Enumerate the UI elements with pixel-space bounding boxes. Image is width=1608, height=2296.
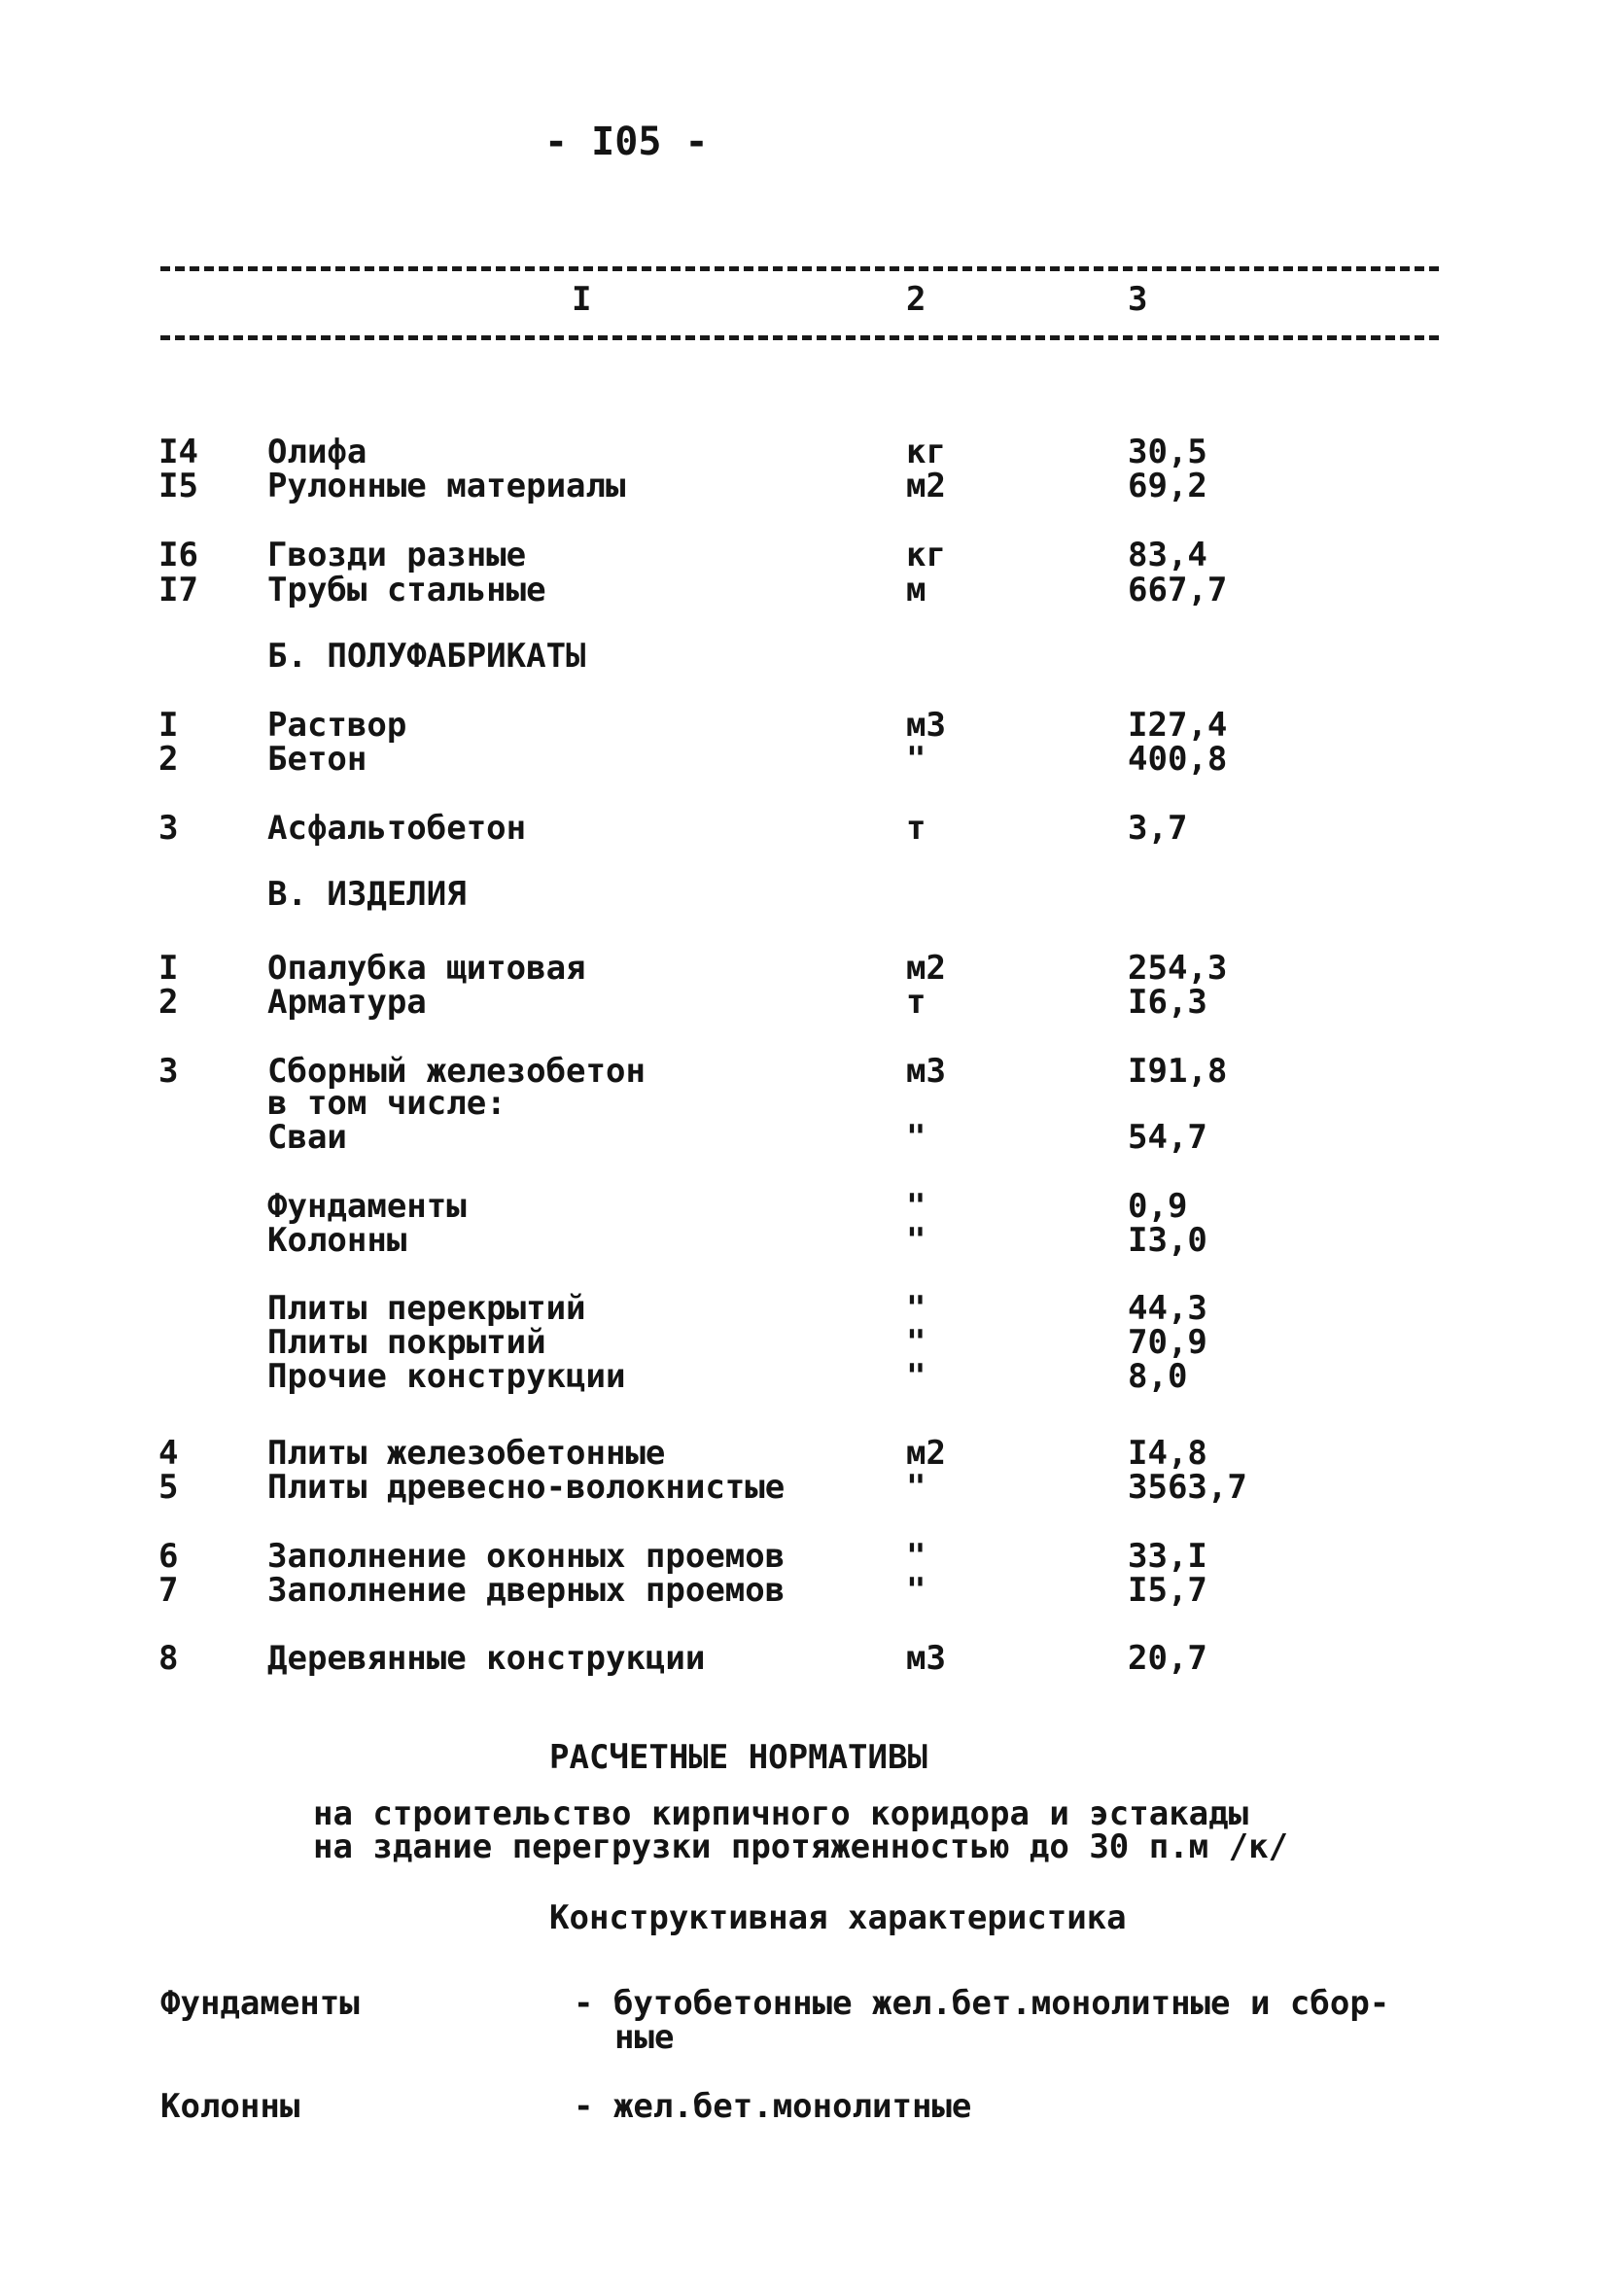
row-value: 3563,7	[1128, 1468, 1247, 1507]
row-name: Опалубка щитовая	[267, 949, 586, 988]
header-rule-top	[160, 266, 1439, 271]
row-value: 83,4	[1128, 536, 1207, 574]
row-unit: кг	[906, 536, 946, 574]
row-value: 44,3	[1128, 1289, 1207, 1328]
row-name: Деревянные конструкции	[267, 1639, 706, 1678]
row-number: 3	[158, 809, 179, 848]
row-name: Раствор	[267, 706, 407, 745]
header-col-1: I	[572, 280, 592, 319]
row-number: 6	[158, 1537, 179, 1576]
characteristic-value: - жел.бет.монолитные	[574, 2087, 972, 2126]
row-number: 4	[158, 1434, 179, 1473]
section-heading-semi-finished: Б. ПОЛУФАБРИКАТЫ	[267, 637, 586, 676]
row-unit: "	[906, 1357, 926, 1396]
row-unit: м2	[906, 467, 946, 505]
row-name: Заполнение оконных проемов	[267, 1537, 786, 1576]
row-value: I27,4	[1128, 706, 1228, 745]
row-unit: т	[906, 809, 926, 848]
row-number: 3	[158, 1052, 179, 1091]
row-unit: кг	[906, 433, 946, 471]
characteristic-label: Фундаменты	[160, 1984, 360, 2023]
row-number: I	[158, 949, 179, 988]
section-title: РАСЧЕТНЫЕ НОРМАТИВЫ	[549, 1738, 927, 1777]
section-heading: Конструктивная характеристика	[549, 1898, 1127, 1937]
page-number: - I05 -	[544, 120, 709, 164]
row-name: Арматура	[267, 983, 427, 1022]
row-name: Заполнение дверных проемов	[267, 1571, 786, 1610]
row-unit: м3	[906, 1052, 946, 1091]
characteristic-value-continued: ные	[614, 2018, 675, 2057]
row-unit: "	[906, 1221, 926, 1260]
row-name: Рулонные материалы	[267, 467, 626, 505]
header-col-3: 3	[1128, 280, 1148, 319]
row-number: I5	[158, 467, 198, 505]
row-unit: "	[906, 1289, 926, 1328]
row-value: I6,3	[1128, 983, 1207, 1022]
row-value: I5,7	[1128, 1571, 1207, 1610]
row-unit: "	[906, 740, 926, 779]
row-value: 667,7	[1128, 571, 1228, 609]
section-heading-products: В. ИЗДЕЛИЯ	[267, 875, 467, 914]
row-value: 33,I	[1128, 1537, 1207, 1576]
row-value: 254,3	[1128, 949, 1228, 988]
row-name: Бетон	[267, 740, 367, 779]
row-name: Плиты железобетонные	[267, 1434, 666, 1473]
row-unit: "	[906, 1468, 926, 1507]
row-name: Фундаменты	[267, 1187, 467, 1226]
row-value: I3,0	[1128, 1221, 1207, 1260]
row-number: 8	[158, 1639, 179, 1678]
characteristic-label: Колонны	[160, 2087, 300, 2126]
row-name: в том числе:	[267, 1084, 507, 1123]
row-value: 20,7	[1128, 1639, 1207, 1678]
row-unit: т	[906, 983, 926, 1022]
row-name: Плиты перекрытий	[267, 1289, 586, 1328]
row-value: 30,5	[1128, 433, 1207, 471]
row-number: I7	[158, 571, 198, 609]
row-name: Колонны	[267, 1221, 407, 1260]
row-value: 0,9	[1128, 1187, 1188, 1226]
row-name: Плиты покрытий	[267, 1323, 546, 1362]
section-subtitle-line-2: на здание перегрузки протяженностью до 30 п.м /к/	[313, 1827, 1289, 1866]
row-name: Асфальтобетон	[267, 809, 527, 848]
row-unit: "	[906, 1187, 926, 1226]
row-name: Гвозди разные	[267, 536, 527, 574]
row-name: Прочие конструкции	[267, 1357, 626, 1396]
row-name: Трубы стальные	[267, 571, 546, 609]
row-unit: "	[906, 1537, 926, 1576]
row-unit: "	[906, 1323, 926, 1362]
header-rule-bottom	[160, 335, 1439, 340]
row-number: I4	[158, 433, 198, 471]
row-number: 2	[158, 740, 179, 779]
row-value: I4,8	[1128, 1434, 1207, 1473]
row-value: 69,2	[1128, 467, 1207, 505]
row-number: 5	[158, 1468, 179, 1507]
row-value: 70,9	[1128, 1323, 1207, 1362]
row-name: Плиты древесно-волокнистые	[267, 1468, 786, 1507]
row-number: I	[158, 706, 179, 745]
row-name: Сборный железобетон	[267, 1052, 646, 1091]
row-unit: м2	[906, 949, 946, 988]
row-unit: м3	[906, 706, 946, 745]
row-value: 3,7	[1128, 809, 1188, 848]
row-value: 400,8	[1128, 740, 1228, 779]
row-number: 2	[158, 983, 179, 1022]
row-unit: м	[906, 571, 926, 609]
row-name: Сваи	[267, 1118, 347, 1157]
section-subtitle-line-1: на строительство кирпичного коридора и эстакады	[313, 1794, 1249, 1833]
row-number: I6	[158, 536, 198, 574]
row-value: I91,8	[1128, 1052, 1228, 1091]
row-value: 54,7	[1128, 1118, 1207, 1157]
header-col-2: 2	[906, 280, 926, 319]
row-unit: "	[906, 1571, 926, 1610]
row-unit: "	[906, 1118, 926, 1157]
characteristic-value: - бутобетонные жел.бет.монолитные и сбор-	[574, 1984, 1390, 2023]
row-number: 7	[158, 1571, 179, 1610]
row-value: 8,0	[1128, 1357, 1188, 1396]
row-name: Олифа	[267, 433, 367, 471]
row-unit: м2	[906, 1434, 946, 1473]
row-unit: м3	[906, 1639, 946, 1678]
